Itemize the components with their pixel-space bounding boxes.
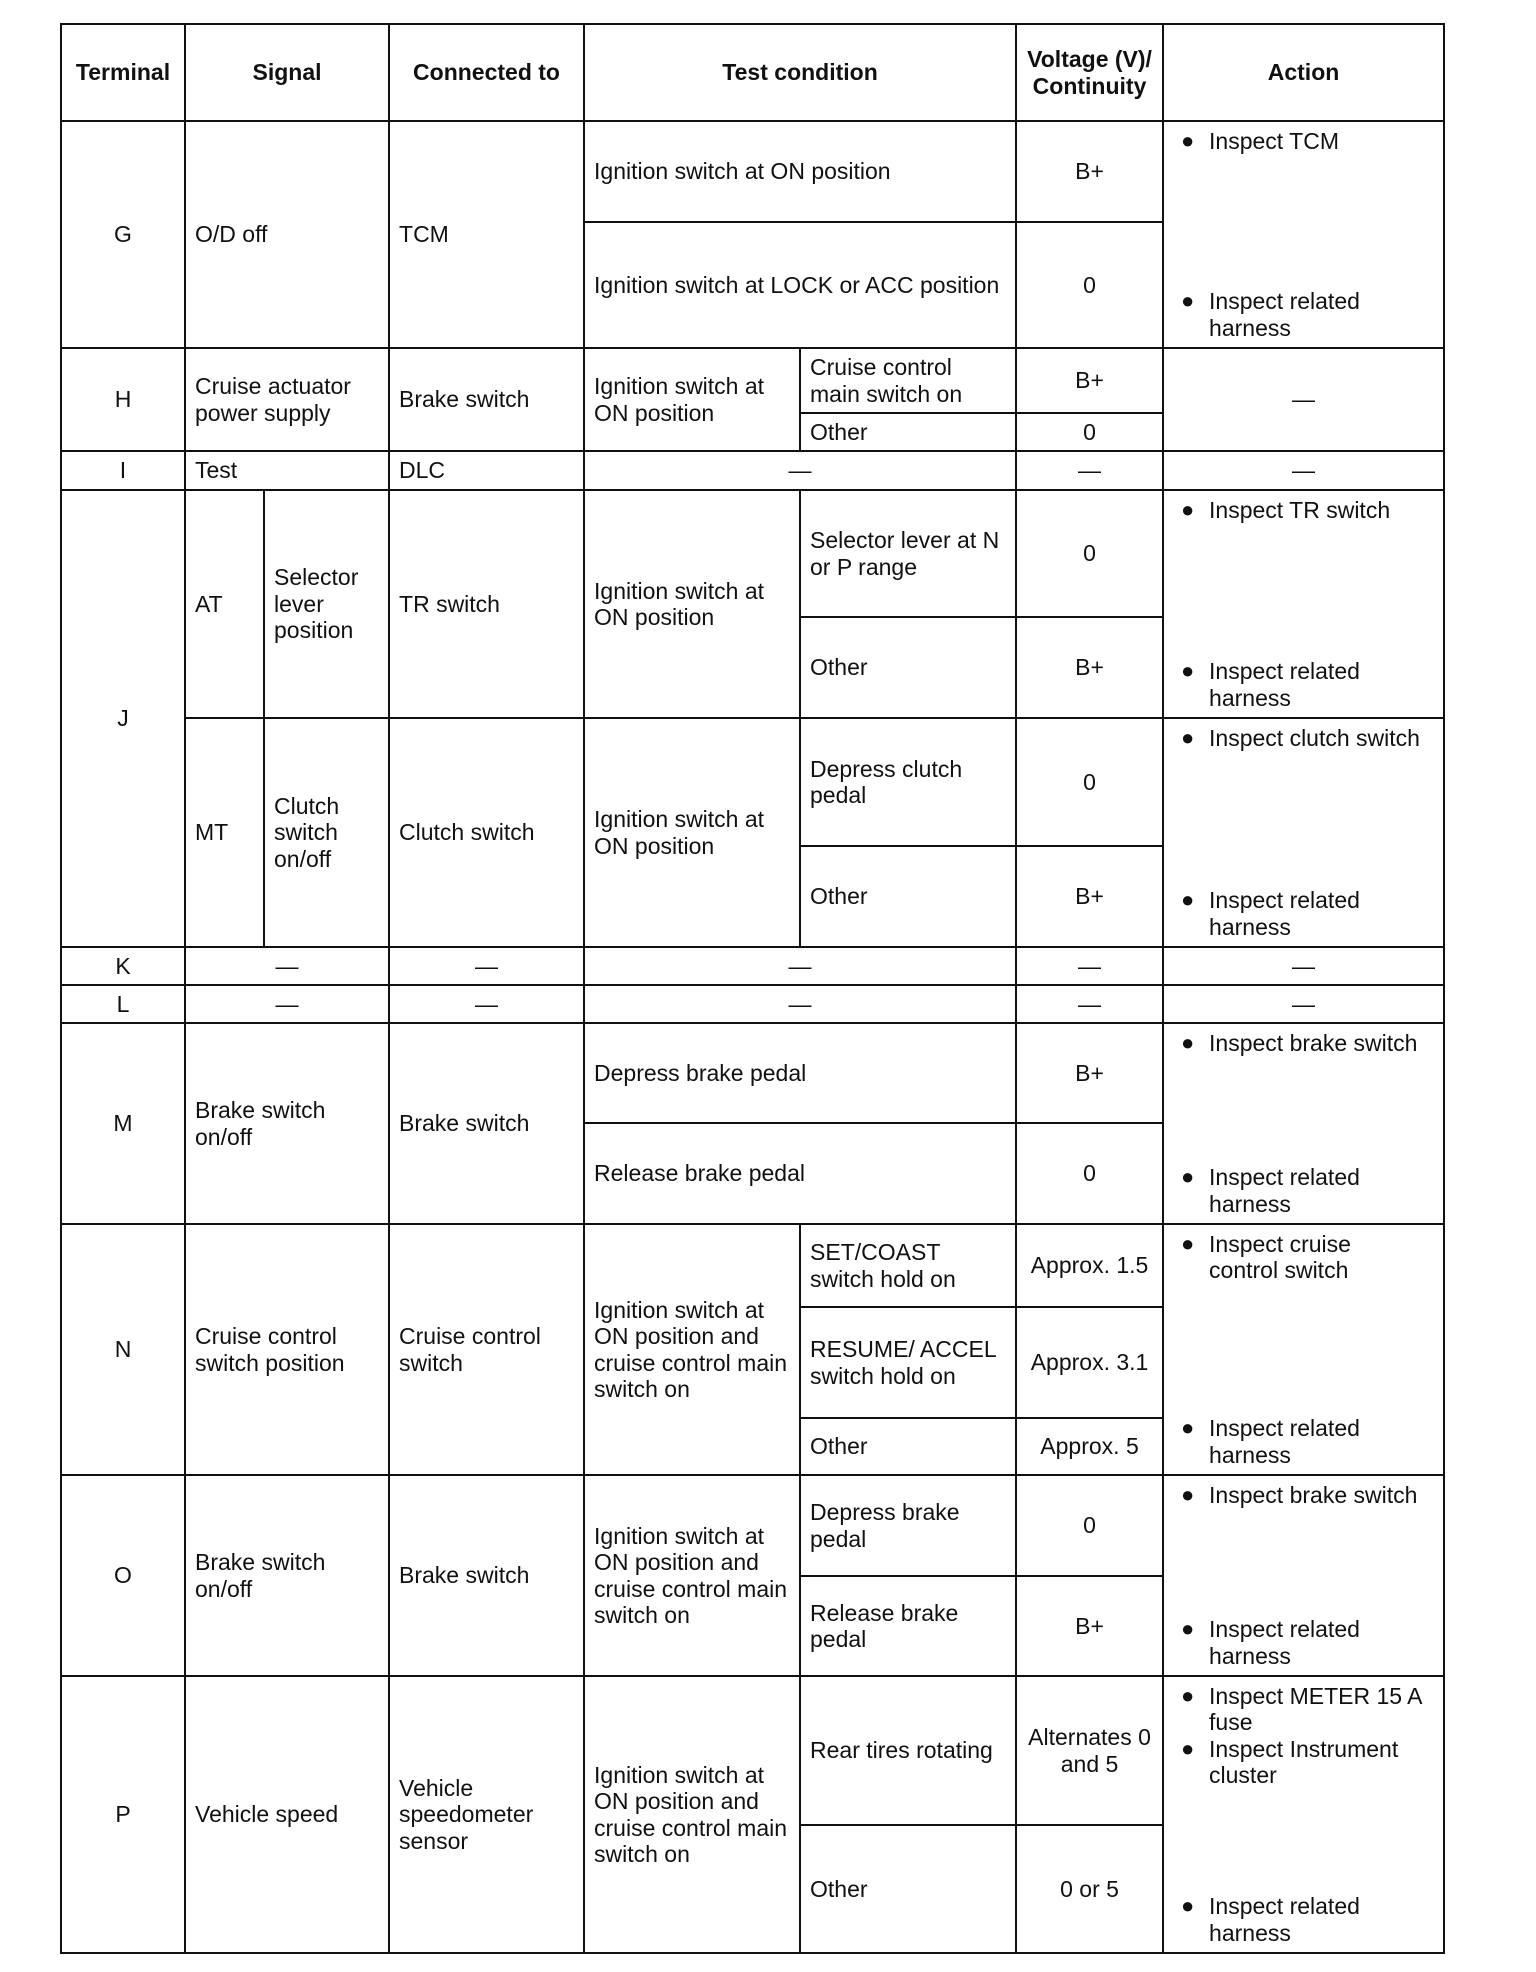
action-cell (1163, 1023, 1444, 1224)
condition-cell: Ignition switch at ON position (584, 348, 800, 451)
condition-cell: — (584, 947, 1016, 985)
connected-cell: — (389, 947, 584, 985)
sub-condition-cell: RESUME/ ACCEL switch hold on (800, 1307, 1016, 1418)
condition-cell: — (584, 985, 1016, 1023)
terminal-cell: O (61, 1475, 185, 1676)
bullet-icon: ● (1181, 128, 1195, 153)
voltage-cell: B+ (1016, 121, 1163, 222)
action-item: ● Inspect TR switch (1181, 497, 1391, 523)
bullet-icon: ● (1181, 658, 1195, 684)
voltage-cell: Alternates 0 and 5 (1016, 1676, 1163, 1825)
voltage-cell: 0 (1016, 718, 1163, 846)
condition-cell: Ignition switch at ON position and cruise control main switch on (584, 1676, 800, 1953)
voltage-cell: Approx. 5 (1016, 1418, 1163, 1475)
action-item: ● Inspect related harness (1181, 658, 1360, 711)
terminal-cell: I (61, 451, 185, 490)
terminal-cell: K (61, 947, 185, 985)
sub-condition-cell: Depress clutch pedal (800, 718, 1016, 846)
bullet-icon: ● (1181, 1616, 1195, 1642)
signal-cell: Brake switch on/off (185, 1023, 389, 1224)
header-signal: Signal (185, 24, 389, 121)
voltage-cell: Approx. 1.5 (1016, 1224, 1163, 1307)
bullet-icon: ● (1181, 1415, 1195, 1441)
table-row-j-mt (61, 718, 1444, 846)
sub-condition-cell: Other (800, 617, 1016, 718)
voltage-cell: 0 (1016, 413, 1163, 451)
connected-cell: Brake switch (389, 1023, 584, 1224)
voltage-cell: — (1016, 451, 1163, 490)
voltage-cell: 0 (1016, 1475, 1163, 1576)
connected-cell: TCM (389, 121, 584, 348)
table-row-g (61, 121, 1444, 222)
action-item: ● Inspect related harness (1181, 288, 1360, 341)
action-item: ● Inspect TCM (1181, 128, 1339, 154)
sub-condition-cell: Other (800, 1825, 1016, 1953)
action-cell: — (1163, 451, 1444, 490)
terminal-cell: J (61, 490, 185, 947)
action-cell: — (1163, 348, 1444, 451)
signal-cell: Selector lever position (264, 490, 389, 718)
action-item: ● Inspect brake switch (1181, 1030, 1418, 1056)
action-item: ● Inspect clutch switch (1181, 725, 1420, 751)
terminal-spec-table (60, 23, 1445, 1954)
bullet-icon: ● (1181, 1683, 1195, 1708)
sub-condition-cell: SET/COAST switch hold on (800, 1224, 1016, 1307)
action-cell (1163, 121, 1444, 348)
sub-condition-cell: Other (800, 413, 1016, 451)
signal-cell: Vehicle speed (185, 1676, 389, 1953)
action-item: ● Inspect cruise control switch (1181, 1231, 1351, 1284)
voltage-cell: — (1016, 985, 1163, 1023)
bullet-icon: ● (1181, 887, 1195, 913)
terminal-cell: H (61, 348, 185, 451)
sub-condition-cell: Selector lever at N or P range (800, 490, 1016, 617)
signal-cell: Cruise actuator power supply (185, 348, 389, 451)
action-cell (1163, 1475, 1444, 1676)
voltage-cell: B+ (1016, 348, 1163, 413)
action-item: ● Inspect related harness (1181, 1616, 1360, 1669)
signal-cell: — (185, 985, 389, 1023)
bullet-icon: ● (1181, 725, 1195, 750)
action-cell: — (1163, 947, 1444, 985)
bullet-icon: ● (1181, 497, 1195, 522)
connected-cell: Cruise control switch (389, 1224, 584, 1475)
connected-cell: Vehicle speedometer sensor (389, 1676, 584, 1953)
table-row-m (61, 1023, 1444, 1123)
bullet-icon: ● (1181, 1893, 1195, 1919)
table-row-j-at (61, 490, 1444, 617)
voltage-cell: B+ (1016, 617, 1163, 718)
condition-cell: Depress brake pedal (584, 1023, 1016, 1123)
header-connected-to: Connected to (389, 24, 584, 121)
table-row-i (61, 451, 1444, 490)
sub-condition-cell: Depress brake pedal (800, 1475, 1016, 1576)
header-terminal: Terminal (61, 24, 185, 121)
action-cell (1163, 718, 1444, 947)
voltage-cell: B+ (1016, 846, 1163, 947)
table-row-l (61, 985, 1444, 1023)
voltage-cell: B+ (1016, 1576, 1163, 1676)
sub-condition-cell: Cruise control main switch on (800, 348, 1016, 413)
table-row-k (61, 947, 1444, 985)
transmission-type-cell: AT (185, 490, 264, 718)
signal-cell: Clutch switch on/off (264, 718, 389, 947)
connected-cell: Brake switch (389, 348, 584, 451)
bullet-icon: ● (1181, 1482, 1195, 1507)
header-row (61, 24, 1444, 121)
action-item: ● Inspect related harness (1181, 1893, 1360, 1946)
table-row-p (61, 1676, 1444, 1825)
sub-condition-cell: Other (800, 846, 1016, 947)
action-item: ● Inspect related harness (1181, 887, 1360, 940)
table-row-n (61, 1224, 1444, 1307)
voltage-cell: Approx. 3.1 (1016, 1307, 1163, 1418)
transmission-type-cell: MT (185, 718, 264, 947)
action-cell: — (1163, 985, 1444, 1023)
sub-condition-cell: Rear tires rotating (800, 1676, 1016, 1825)
bullet-icon: ● (1181, 1231, 1195, 1256)
connected-cell: DLC (389, 451, 584, 490)
header-voltage: Voltage (V)/ Continuity (1016, 24, 1163, 121)
voltage-cell: 0 (1016, 490, 1163, 617)
connected-cell: — (389, 985, 584, 1023)
condition-cell: Ignition switch at ON position (584, 121, 1016, 222)
signal-cell: O/D off (185, 121, 389, 348)
terminal-cell: L (61, 985, 185, 1023)
voltage-cell: 0 or 5 (1016, 1825, 1163, 1953)
signal-cell: Test (185, 451, 389, 490)
condition-cell: Ignition switch at ON position and cruise control main switch on (584, 1475, 800, 1676)
action-cell (1163, 1224, 1444, 1475)
signal-cell: Cruise control switch position (185, 1224, 389, 1475)
connected-cell: Brake switch (389, 1475, 584, 1676)
condition-cell: Ignition switch at LOCK or ACC position (584, 222, 1016, 348)
table-row-o (61, 1475, 1444, 1576)
terminal-cell: N (61, 1224, 185, 1475)
action-item: ● Inspect related harness (1181, 1164, 1360, 1217)
voltage-cell: — (1016, 947, 1163, 985)
connected-cell: TR switch (389, 490, 584, 718)
action-item: ● Inspect brake switch (1181, 1482, 1418, 1508)
action-cell (1163, 490, 1444, 718)
bullet-icon: ● (1181, 1735, 1195, 1761)
bullet-icon: ● (1181, 1030, 1195, 1055)
signal-cell: — (185, 947, 389, 985)
action-item: ● Inspect Instrument cluster (1181, 1735, 1399, 1789)
sub-condition-cell: Release brake pedal (800, 1576, 1016, 1676)
bullet-icon: ● (1181, 1164, 1195, 1190)
header-action: Action (1163, 24, 1444, 121)
bullet-icon: ● (1181, 288, 1195, 314)
condition-cell: — (584, 451, 1016, 490)
voltage-cell: B+ (1016, 1023, 1163, 1123)
action-item: ● Inspect METER 15 A fuse (1181, 1683, 1422, 1736)
condition-cell: Release brake pedal (584, 1123, 1016, 1224)
voltage-cell: 0 (1016, 1123, 1163, 1224)
voltage-cell: 0 (1016, 222, 1163, 348)
action-item: ● Inspect related harness (1181, 1415, 1360, 1468)
signal-cell: Brake switch on/off (185, 1475, 389, 1676)
terminal-cell: G (61, 121, 185, 348)
terminal-cell: P (61, 1676, 185, 1953)
header-test-condition: Test condition (584, 24, 1016, 121)
condition-cell: Ignition switch at ON position and cruise control main switch on (584, 1224, 800, 1475)
sub-condition-cell: Other (800, 1418, 1016, 1475)
condition-cell: Ignition switch at ON position (584, 718, 800, 947)
action-cell (1163, 1676, 1444, 1953)
connected-cell: Clutch switch (389, 718, 584, 947)
terminal-cell: M (61, 1023, 185, 1224)
table-row-h (61, 348, 1444, 413)
condition-cell: Ignition switch at ON position (584, 490, 800, 718)
